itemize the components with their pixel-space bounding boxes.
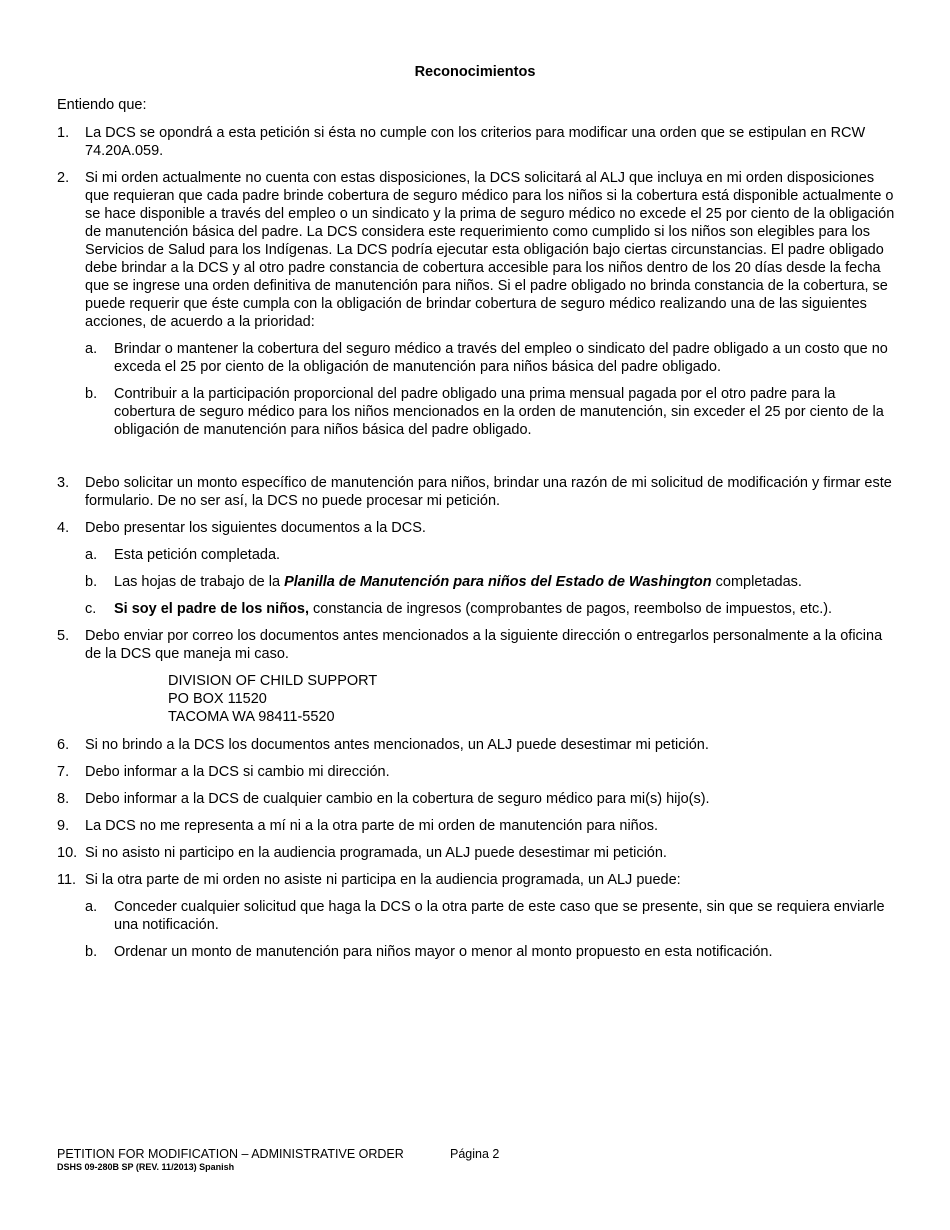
list-item-1: 1. La DCS se opondrá a esta petición si ésta no cumple con los criterios para modificar una orden que se estipulan en RCW 74.20A.059.: [57, 125, 866, 159]
intro-text: Entiendo que:: [57, 97, 147, 113]
footer-form-code: DSHS 09-280B SP (REV. 11/2013) Spanish: [57, 1162, 235, 1172]
list-item-5: 5. Debo enviar por correo los documentos antes mencionados a la siguiente dirección o entregarlos personalmente a la oficina de la DCS que maneja mi caso.: [57, 628, 883, 662]
list-item-11: 11. Si la otra parte de mi orden no asiste ni participa en la audiencia programada, un ALJ puede:: [57, 872, 681, 888]
page-title: Reconocimientos: [414, 64, 536, 80]
footer-page-number: Página 2: [450, 1147, 500, 1161]
list-item-11b: b. Ordenar un monto de manutención para niños mayor o menor al monto propuesto en esta notificación.: [85, 944, 773, 960]
list-item-4: 4. Debo presentar los siguientes documentos a la DCS.: [57, 520, 426, 536]
list-item-7: 7. Debo informar a la DCS si cambio mi dirección.: [57, 764, 390, 780]
list-item-4c: c. Si soy el padre de los niños, constancia de ingresos (comprobantes de pagos, reembolso de impuestos, etc.).: [85, 601, 833, 617]
footer-form-title: PETITION FOR MODIFICATION – ADMINISTRATIVE ORDER: [57, 1147, 404, 1161]
list-item-8: 8. Debo informar a la DCS de cualquier cambio en la cobertura de seguro médico para mi(s) hijo(s).: [57, 791, 710, 807]
list-item-4b: b. Las hojas de trabajo de la Planilla de Manutención para niños del Estado de Washington completadas.: [85, 574, 802, 590]
mailing-address: DIVISION OF CHILD SUPPORT PO BOX 11520 TACOMA WA 98411-5520: [168, 673, 378, 725]
list-item-2a: a. Brindar o mantener la cobertura del seguro médico a través del empleo o sindicato del padre obligado a un costo que no exceda el 25 por ciento de la obligación de manutención para niños básica del padre obligado.: [85, 341, 888, 375]
list-item-10: 10. Si no asisto ni participo en la audiencia programada, un ALJ puede desestimar mi petición.: [57, 845, 667, 861]
spacer: [57, 448, 897, 474]
acknowledgments-list: [57, 124, 897, 970]
list-item-11a: a. Conceder cualquier solicitud que haga la DCS o la otra parte de este caso que se presente, sin que se requiera enviarle una notificación.: [85, 899, 885, 933]
list-item-2: 2. Si mi orden actualmente no cuenta con estas disposiciones, la DCS solicitará al ALJ que incluya en mi orden disposiciones que requieran que cada padre brinde cobertura de seguro médico para los niños si la cobertura está disponible actualmente o se hace disponible a través del empleo o un sindicato y la prima de seguro médico no excede el 25 por ciento de la obligación de manutención básica del padre. La DCS considera este requerimiento como cumplido si los niños son elegibles para los Servicios de Salud para los Indígenas. La DCS podría ejecutar esta obligación bajo ciertas circunstancias. El padre obligado debe brindar a la DCS y al otro padre constancia de cobertura accesible para los niños dentro de los 20 días desde la fecha que se ingrese una orden definitiva de manutención para niños. Si el padre obligado no brinda constancia de la cobertura, se puede requerir que éste cumpla con la obligación de brindar cobertura de seguro médico realizando una de las siguientes acciones, de acuerdo a la prioridad:: [57, 170, 895, 330]
list-item-2b: b. Contribuir a la participación proporcional del padre obligado una prima mensual pagada por el otro padre para la cobertura de seguro médico para los niños mencionados en la orden de manutención, sin exceder el 25 por ciento de la obligación de manutención para niños básica del padre obligado.: [85, 386, 884, 438]
list-item-9: 9. La DCS no me representa a mí ni a la otra parte de mi orden de manutención para niños.: [57, 818, 659, 834]
list-item-3: 3. Debo solicitar un monto específico de manutención para niños, brindar una razón de mi solicitud de modificación y firmar este formulario. De no ser así, la DCS no puede procesar mi petición.: [57, 475, 892, 509]
list-item-6: 6. Si no brindo a la DCS los documentos antes mencionados, un ALJ puede desestimar mi petición.: [57, 737, 709, 753]
list-item-4a: a. Esta petición completada.: [85, 547, 281, 563]
